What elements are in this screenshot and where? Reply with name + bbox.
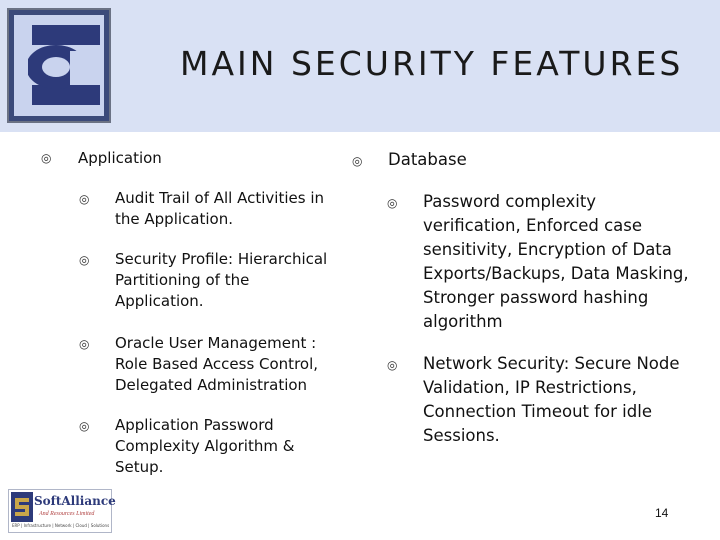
right-item-1: Password complexity verification, Enforced case sensitivity, Encryption of Data Exports/Backups, Data Masking, Stronger password hashing algorithm: [423, 192, 689, 331]
page-number: 14: [655, 506, 669, 520]
left-heading: Application: [78, 149, 162, 167]
left-item-4: Application Password Complexity Algorithm & Setup.: [115, 416, 295, 476]
left-item-1: Audit Trail of All Activities in the Application.: [115, 189, 324, 228]
bullet-icon: ◎: [41, 151, 52, 165]
logo-s-icon: [14, 15, 104, 116]
footer-logo-icon: [11, 492, 33, 522]
bullet-icon: ◎: [79, 253, 90, 267]
left-item-2: Security Profile: Hierarchical Partitioning of the Application.: [115, 250, 328, 310]
slide-header: [0, 0, 720, 132]
bullet-icon: ◎: [387, 196, 398, 210]
bullet-icon: ◎: [352, 154, 363, 168]
company-logo: [7, 8, 111, 123]
bullet-icon: ◎: [79, 192, 90, 206]
bullet-icon: ◎: [387, 358, 398, 372]
right-item-2: Network Security: Secure Node Validation, IP Restrictions, Connection Timeout for idle Sessions.: [423, 354, 680, 445]
left-item-3: Oracle User Management : Role Based Access Control, Delegated Administration: [115, 334, 319, 394]
footer-logo-tagline: And Resources Limited: [39, 511, 95, 517]
footer-logo: [8, 489, 116, 533]
bullet-icon: ◎: [79, 419, 90, 433]
bullet-icon: ◎: [79, 337, 90, 351]
slide-title: MAIN SECURITY FEATURES: [180, 44, 684, 83]
right-heading: Database: [388, 150, 467, 169]
footer-logo-sub: ERP | Infrastructure | Network | Cloud | Solutions: [12, 523, 110, 528]
footer-logo-name: SoftAlliance: [34, 494, 116, 508]
